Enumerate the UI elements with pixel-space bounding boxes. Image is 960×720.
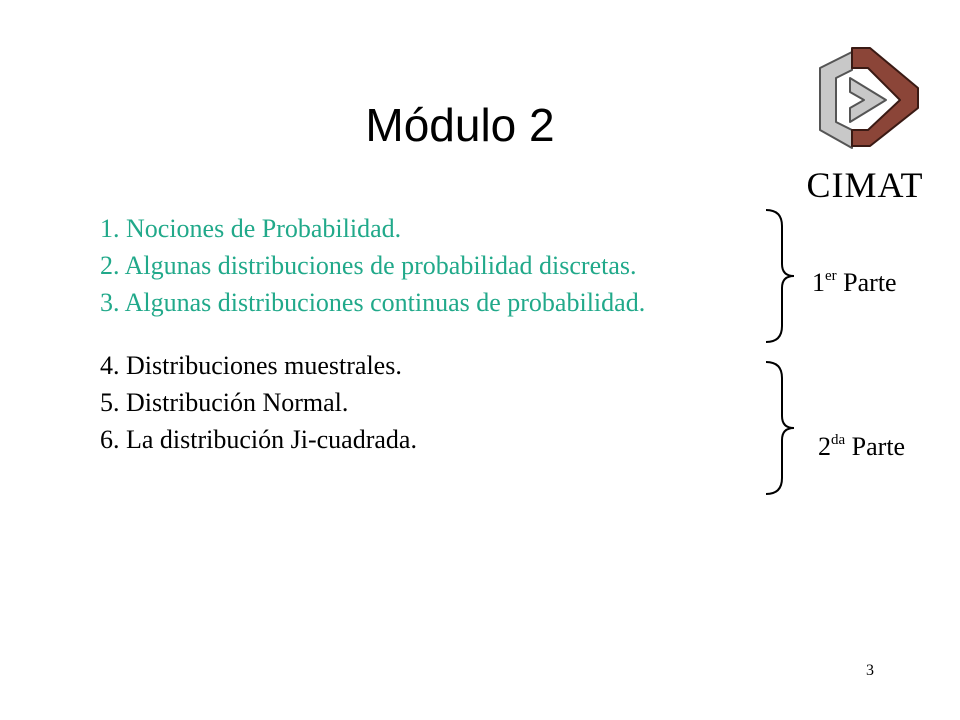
list-item: 5. Distribución Normal.	[100, 388, 349, 417]
list-item: 1. Nociones de Probabilidad.	[100, 214, 402, 243]
cimat-logo-icon	[800, 38, 930, 168]
list-item: 4. Distribuciones muestrales.	[100, 351, 402, 380]
part1-number: 1	[812, 268, 825, 297]
cimat-logo	[800, 38, 930, 208]
part1-word: Parte	[843, 268, 897, 297]
part2-label	[818, 432, 905, 462]
brace-part2	[760, 358, 800, 498]
part2-word: Parte	[851, 432, 906, 461]
list-item: 2. Algunas distribuciones de probabilidad discretas.	[100, 251, 637, 280]
part1-suffix: er	[825, 268, 837, 284]
topics-list	[100, 210, 645, 458]
logo-text: CIMAT	[806, 165, 924, 205]
list-item: 3. Algunas distribuciones continuas de probabilidad.	[100, 288, 646, 317]
brace-part1	[760, 206, 800, 346]
slide-title: Módulo 2	[365, 99, 555, 151]
part2-number: 2	[818, 432, 831, 461]
part1-label	[812, 268, 897, 298]
list-item: 6. La distribución Ji-cuadrada.	[100, 425, 417, 454]
page-number: 3	[866, 662, 874, 679]
part2-suffix: da	[831, 432, 846, 448]
